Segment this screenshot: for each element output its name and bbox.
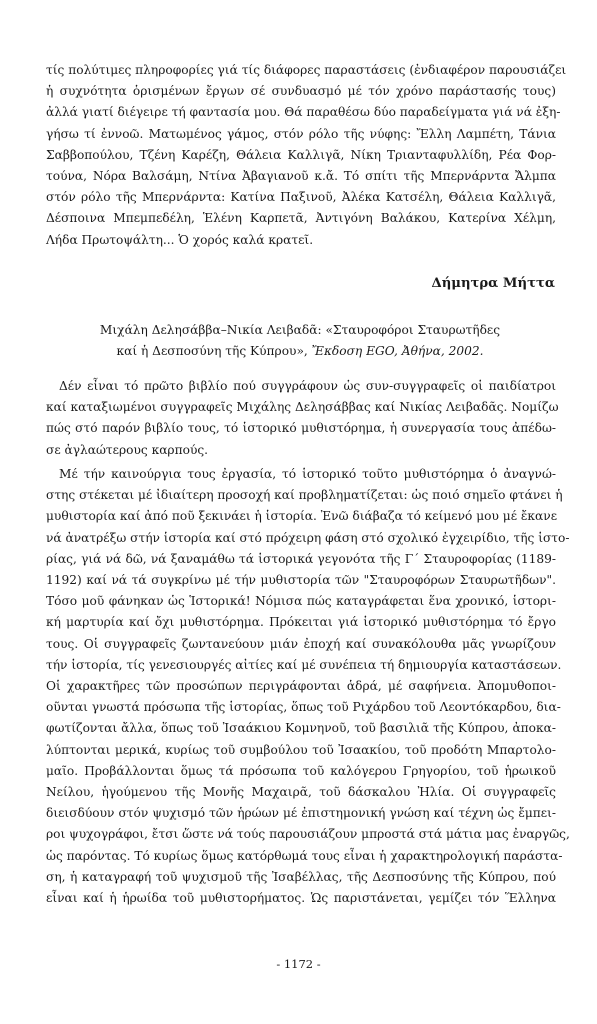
review-1-text bbox=[46, 60, 567, 251]
text-line: τούνα, Νόρα Βαλσάμη, Ντίνα Ἀβαγιανοῦ κ.ἄ. Τό σπίτι τῆς Μπερνάρντα Ἄλμπα bbox=[46, 169, 556, 184]
heading-title-part: καί ἡ Δεσποσύνη τῆς Κύπρου», bbox=[116, 344, 312, 359]
text-line: ἡ συχνότητα ὁρισμένων ἔργων σέ συνδυασμό μέ τόν χρόνο παράστασής τους) bbox=[46, 84, 556, 99]
heading-publisher-part: Ἔκδοση EGO, Ἀθήνα, 2002. bbox=[311, 344, 484, 359]
text-line: Νείλου, ἡγούμενου τῆς Μονῆς Μαχαιρᾶ, τοῦ δάσκαλου Ἠλία. Οἱ συγγραφεῖς bbox=[46, 785, 556, 800]
text-line: τους. Οἱ συγγραφεῖς ζωντανεύουν μιάν ἐποχή καί συνακόλουθα μᾶς γνωρίζουν bbox=[46, 636, 556, 651]
review-2-paragraph-1 bbox=[46, 376, 559, 461]
review-2-paragraph-2 bbox=[46, 464, 570, 909]
text-line: ὡς παρόντας. Τό κυρίως ὅμως κατόρθωμά τους εἶναι ἡ χαρακτηρολογική παράστα- bbox=[46, 848, 563, 863]
review-2-heading-line-2 bbox=[60, 341, 540, 362]
text-line: νά ἀνατρέξω στήν ἱστορία καί στό πρόχειρη φάση στό σχολικό ἐγχειρίδιο, τῆς ἱστο- bbox=[46, 530, 570, 545]
text-line: Δέν εἶναι τό πρῶτο βιβλίο πού συγγράφουν ὡς συν-συγγραφεῖς οἱ παιδίατροι bbox=[59, 379, 556, 393]
text-line: τίς πολύτιμες πληροφορίες γιά τίς διάφορες παραστάσεις (ἐνδιαφέρον παρουσιάζει bbox=[46, 63, 567, 77]
text-line: Μέ τήν καινούργια τους ἐργασία, τό ἱστορικό τοῦτο μυθιστόρημα ὁ ἀναγνώ- bbox=[59, 467, 556, 481]
text-line: στόν ρόλο τῆς Μπερνάρντα: Κατίνα Παξινοῦ, Ἀλέκα Κατσέλη, Θάλεια Καλλιγᾶ, bbox=[46, 190, 556, 205]
text-line: καί καταξιωμένοι συγγραφεῖς Μιχάλης Δελησάββας καί Νικίας Λειβαδᾶς. Νομίζω bbox=[46, 400, 559, 415]
text-line: τήν ἱστορία, τίς γενεσιουργές αἰτίες καί μέ συνέπεια τή δημιουργία καταστάσεων. bbox=[46, 657, 562, 672]
text-line: ροι ψυχογράφοι, ἔτσι ὥστε νά τούς παρουσιάζουν μπροστά στά μάτια μας ἐναργῶς, bbox=[46, 827, 570, 842]
text-line: Σαββοπούλου, Τζένη Καρέζη, Θάλεια Καλλιγᾶ, Νίκη Τριανταφυλλίδη, Ρέα Φορ- bbox=[46, 147, 556, 162]
text-line: Λήδα Πρωτοψάλτη... Ὁ χορός καλά κρατεῖ. bbox=[46, 232, 314, 247]
text-line: διεισδύουν στόν ψυχισμό τῶν ἡρώων μέ ἐπιστημονική γνώση καί τέχνη ὡς ἔμπει- bbox=[46, 806, 556, 821]
text-line: Τόσο μοῦ φάνηκαν ὡς Ἱστορικά! Νόμισα πώς καταγράφεται ἕνα χρονικό, ἱστορι- bbox=[46, 594, 556, 609]
text-line: φωτίζονται ἄλλα, ὅπως τοῦ Ἰσαάκιου Κομνηνοῦ, τοῦ βασιλιᾶ τῆς Κύπρου, ἀποκα- bbox=[46, 721, 556, 736]
text-line: ρίας, γιά νά δῶ, νά ξαναμάθω τά ἱστορικά γεγονότα τῆς Γ΄ Σταυροφορίας (1189- bbox=[46, 551, 556, 566]
text-line: Οἱ χαρακτῆρες τῶν προσώπων περιγράφονται ἁδρά, μέ σαφήνεια. Ἀπομυθοποι- bbox=[46, 679, 556, 694]
text-line: Δέσποινα Μπεμπεδέλη, Ἑλένη Καρπετᾶ, Ἀντιγόνη Βαλάκου, Κατερίνα Χέλμη, bbox=[46, 211, 556, 226]
review-2-heading-line-1: Μιχάλη Δελησάββα–Νικία Λειβαδᾶ: «Σταυροφόροι Σταυρωτῆδες bbox=[99, 323, 501, 337]
text-line: γήσω τί ἐννοῶ. Ματωμένος γάμος, στόν ρόλο τῆς νύφης: Ἔλλη Λαμπέτη, Τάνια bbox=[46, 126, 556, 141]
text-line: 1192) καί νά τά συγκρίνω μέ τήν μυθιστορία τῶν "Σταυροφόρων Σταυρωτῆδων". bbox=[46, 573, 556, 588]
text-line: λύπτονται μερικά, κυρίως τοῦ συμβούλου τοῦ Ἰσαακίου, τοῦ προδότη Μπαρτολο- bbox=[46, 742, 556, 757]
text-line: ση, ἡ καταγραφή τοῦ ψυχισμοῦ τῆς Ἰσαβέλλας, τῆς Δεσποσύνης τῆς Κύπρου, πού bbox=[46, 869, 556, 884]
page-number: - 1172 - bbox=[276, 957, 321, 971]
text-line: κή μαρτυρία καί ὄχι μυθιστόρημα. Πρόκειται γιά ἱστορικό μυθιστόρημα τό ἔργο bbox=[46, 615, 556, 630]
text-line: στης στέκεται μέ ἰδιαίτερη προσοχή καί προβληματίζεται: ὡς ποιό σημεῖο φτάνει ἡ bbox=[46, 488, 563, 503]
text-line: ἀλλά γιατί διέγειρε τή φαντασία μου. Θά παραθέσω δύο παραδείγματα γιά νά ἐξη- bbox=[46, 105, 561, 120]
text-line: σε ἀγλαώτερους καρπούς. bbox=[46, 442, 209, 457]
text-line: μυθιστορία καί ἀπό ποῦ ξεκινάει ἡ ἱστορία. Ἐνῶ διάβαζα τό κείμενό μου μέ ἔκανε bbox=[46, 509, 558, 524]
text-line: μαῖο. Προβάλλονται ὅμως τά πρόσωπα τοῦ καλόγερου Γρηγορίου, τοῦ ἡρωικοῦ bbox=[46, 763, 556, 778]
review-1-signature: Δήμητρα Μήττα bbox=[431, 276, 555, 291]
text-line: οῦνται γνωστά πρόσωπα τῆς ἱστορίας, ὅπως τοῦ Ριχάρδου τοῦ Λεοντόκαρδου, δια- bbox=[46, 700, 561, 715]
review-2-heading bbox=[60, 320, 540, 362]
text-line: πώς στό παρόν βιβλίο τους, τό ἱστορικό μυθιστόρημα, ἡ συνεργασία τους ἀπέδω- bbox=[46, 421, 556, 436]
text-line: εἶναι καί ἡ ἡρωίδα τοῦ μυθιστορήματος. Ὡς παριστάνεται, γεμίζει τόν Ἕλληνα bbox=[46, 891, 556, 906]
